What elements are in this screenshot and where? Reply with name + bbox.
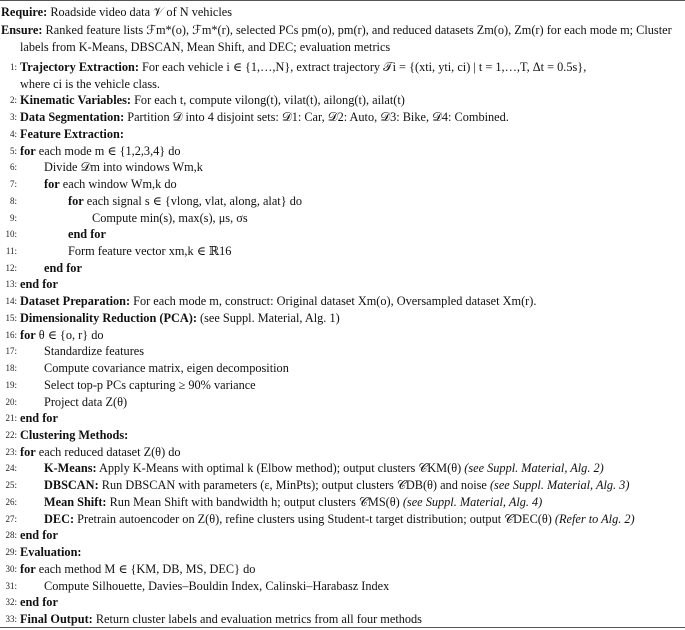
line-number: 1: <box>9 62 17 72</box>
line-text: each window Wm,k do <box>59 177 177 192</box>
line-note: (see Suppl. Material, Alg. 4) <box>399 494 543 509</box>
line-keyword: end for <box>20 595 58 610</box>
line-number: 32: <box>5 597 17 608</box>
line-number: 25: <box>5 480 17 491</box>
line-content <box>44 461 604 475</box>
line-number: 5: <box>9 145 17 156</box>
line-content <box>44 395 127 409</box>
line-text: For each mode m, construct: Original dataset Xm(o), Oversampled dataset Xm(r). <box>130 294 537 309</box>
line-keyword: for <box>20 561 36 576</box>
line-keyword: end for <box>44 260 82 275</box>
line-number: 17: <box>5 346 17 357</box>
line-text: Compute Silhouette, Davies–Bouldin Index, Calinski–Harabasz Index <box>44 578 390 593</box>
line-number: 14: <box>5 296 17 307</box>
line-text: Select top-p PCs capturing ≥ 90% variance <box>44 377 256 392</box>
line-keyword: for <box>20 143 36 158</box>
line-text: For each t, compute vilong(t), vilat(t), ailong(t), ailat(t) <box>131 93 405 108</box>
line-text: each reduced dataset Z(θ) do <box>35 444 181 459</box>
line-keyword: Data Segmentation: <box>20 110 125 125</box>
line-text: Apply K-Means with optimal k (Elbow method); output clusters 𝒞KM(θ) <box>96 461 462 476</box>
line-keyword: DEC: <box>44 511 75 526</box>
line-content <box>20 328 104 342</box>
line-text: For each vehicle i ∈ {1,…,N}, extract trajectory 𝒯i = {(xti, yti, ci) | t = 1,…,T, Δt = 0.5s}, <box>138 60 587 74</box>
line-content <box>44 478 629 492</box>
line-text: (see Suppl. Material, Alg. 1) <box>196 310 340 325</box>
line-text: Return cluster labels and evaluation metrics from all four methods <box>92 612 422 626</box>
ensure-text-1: Ranked feature lists ℱm*(o), ℱm*(r), selected PCs pm(o), pm(r), and reduced datasets Zm(o), Zm(r) for each mode m; Cluster <box>45 23 672 37</box>
line-text: Partition 𝒟 into 4 disjoint sets: 𝒟1: Car, 𝒟2: Auto, 𝒟3: Bike, 𝒟4: Combined. <box>124 110 509 125</box>
line-text: where ci is the vehicle class. <box>20 76 160 91</box>
line-content <box>44 344 144 358</box>
line-content <box>44 177 177 191</box>
line-number: 13: <box>5 279 17 290</box>
line-keyword: Kinematic Variables: <box>20 93 132 108</box>
line-text: Project data Z(θ) <box>44 394 128 409</box>
line-keyword: Trajectory Extraction: <box>20 60 139 74</box>
line-keyword: end for <box>20 411 58 426</box>
line-text: each signal s ∈ {vlong, vlat, along, alat} do <box>83 193 302 208</box>
line-number: 15: <box>5 312 17 323</box>
bottom-rule <box>0 627 685 628</box>
line-content <box>20 528 58 542</box>
line-keyword: Final Output: <box>20 612 93 626</box>
line-number: 27: <box>5 513 17 524</box>
line-content <box>20 277 58 291</box>
line-number: 28: <box>5 530 17 541</box>
line-text: Compute covariance matrix, eigen decomposition <box>44 361 289 376</box>
line-content <box>92 211 248 225</box>
ensure-label: Ensure: <box>1 23 43 37</box>
line-content <box>44 361 289 375</box>
line-keyword: for <box>44 177 60 192</box>
line-text: θ ∈ {o, r} do <box>35 327 104 342</box>
line-number: 29: <box>5 547 17 558</box>
line-content <box>20 294 536 308</box>
line-content <box>44 495 542 509</box>
line-note: (see Suppl. Material, Alg. 2) <box>461 461 604 476</box>
line-keyword: Clustering Methods: <box>20 428 129 442</box>
line-content <box>20 562 255 576</box>
line-number: 10: <box>5 229 17 240</box>
line-note: (Refer to Alg. 2) <box>551 511 635 526</box>
line-text: Divide 𝒟m into windows Wm,k <box>44 160 203 175</box>
line-number: 12: <box>5 262 17 273</box>
line-text: Form feature vector xm,k ∈ ℝ16 <box>68 244 232 258</box>
require-label: Require: <box>1 5 48 19</box>
line-content <box>20 612 422 626</box>
line-text: Run DBSCAN with parameters (ε, MinPts); output clusters 𝒞DB(θ) and noise <box>98 478 487 493</box>
line-number: 31: <box>5 580 17 591</box>
line-number: 23: <box>5 446 17 457</box>
line-number: 3: <box>9 112 17 123</box>
require-text: Roadside video data 𝒱 of N vehicles <box>50 5 232 19</box>
line-keyword: Dataset Preparation: <box>20 294 131 309</box>
line-content <box>20 127 124 141</box>
line-text: each method M ∈ {KM, DB, MS, DEC} do <box>35 561 256 576</box>
line-text: Run Mean Shift with bandwidth h; output clusters 𝒞MS(θ) <box>106 494 400 509</box>
ensure-text-2: labels from K-Means, DBSCAN, Mean Shift, and DEC; evaluation metrics <box>20 40 391 54</box>
line-number: 9: <box>9 212 17 223</box>
line-text: Compute min(s), max(s), μs, σs <box>92 210 248 225</box>
line-number: 30: <box>5 563 17 574</box>
line-content <box>20 77 160 91</box>
line-text: Pretrain autoencoder on Z(θ), refine clusters using Student-t target distribution; output 𝒞DEC(θ) <box>74 511 552 526</box>
line-text: each mode m ∈ {1,2,3,4} do <box>35 143 181 158</box>
line-content <box>20 311 340 325</box>
line-content <box>20 411 58 425</box>
line-number: 33: <box>5 614 17 624</box>
line-keyword: DBSCAN: <box>44 478 99 493</box>
line-content <box>20 110 509 124</box>
line-number: 19: <box>5 379 17 390</box>
line-content <box>20 93 405 107</box>
line-number: 4: <box>9 128 17 139</box>
line-content <box>44 160 203 174</box>
top-rule <box>0 0 685 1</box>
line-number: 18: <box>5 363 17 374</box>
line-content <box>20 428 128 442</box>
line-content <box>20 595 58 609</box>
line-number: 7: <box>9 179 17 190</box>
line-keyword: Evaluation: <box>20 545 82 560</box>
line-content <box>20 445 181 459</box>
line-content <box>68 227 106 241</box>
line-number: 26: <box>5 496 17 507</box>
line-number: 16: <box>5 329 17 340</box>
line-content <box>20 144 181 158</box>
line-note: (see Suppl. Material, Alg. 3) <box>486 478 630 493</box>
line-content <box>44 579 389 593</box>
line-number: 22: <box>5 430 17 440</box>
line-content <box>44 261 82 275</box>
line-number: 20: <box>5 396 17 407</box>
line-number: 24: <box>5 463 17 474</box>
line-content <box>68 244 231 258</box>
line-keyword: end for <box>20 277 58 292</box>
line-keyword: end for <box>68 227 106 242</box>
line-content <box>44 378 256 392</box>
line-keyword: end for <box>20 528 58 543</box>
line-number: 6: <box>9 162 17 173</box>
line-keyword: Mean Shift: <box>44 494 107 509</box>
line-content <box>44 512 635 526</box>
line-keyword: Feature Extraction: <box>20 126 124 141</box>
line-content <box>20 60 586 74</box>
line-number: 8: <box>9 195 17 206</box>
line-number: 2: <box>9 95 17 106</box>
line-number: 21: <box>5 413 17 424</box>
line-keyword: K-Means: <box>44 461 97 476</box>
line-content <box>20 545 82 559</box>
line-number: 11: <box>5 246 17 256</box>
line-keyword: for <box>20 444 36 459</box>
line-content <box>68 194 302 208</box>
line-keyword: Dimensionality Reduction (PCA): <box>20 310 197 325</box>
line-text: Standardize features <box>44 344 145 359</box>
line-keyword: for <box>68 193 84 208</box>
line-keyword: for <box>20 327 36 342</box>
